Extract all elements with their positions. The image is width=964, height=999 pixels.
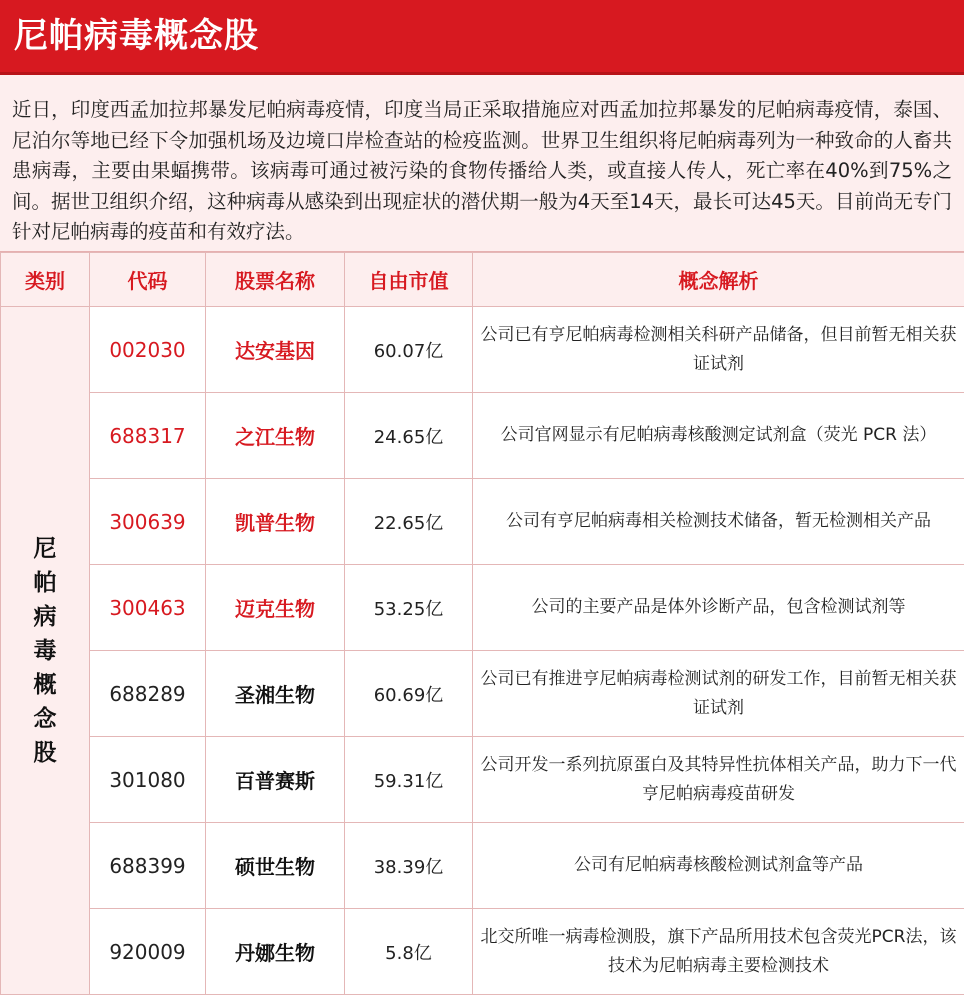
- market-cap: 22.65亿: [345, 479, 473, 565]
- stock-code: 688399: [90, 823, 206, 909]
- title-banner: [0, 0, 964, 74]
- stock-name: 百普赛斯: [206, 737, 345, 823]
- stock-name: 凯普生物: [206, 479, 345, 565]
- concept-description: 公司的主要产品是体外诊断产品，包含检测试剂等: [473, 565, 964, 651]
- stock-name: 达安基因: [206, 307, 345, 393]
- table-row: [1, 737, 964, 823]
- header-stock-name: 股票名称: [206, 253, 345, 307]
- concept-description: 公司已有推进亨尼帕病毒检测试剂的研发工作，目前暂无相关获证试剂: [473, 651, 964, 737]
- stock-code: 300639: [90, 479, 206, 565]
- table-row: [1, 823, 964, 909]
- market-cap: 53.25亿: [345, 565, 473, 651]
- market-cap: 60.69亿: [345, 651, 473, 737]
- stock-code: 002030: [90, 307, 206, 393]
- market-cap: 24.65亿: [345, 393, 473, 479]
- market-cap: 60.07亿: [345, 307, 473, 393]
- stock-name: 之江生物: [206, 393, 345, 479]
- category-cell: [1, 307, 90, 995]
- concept-description: 公司有尼帕病毒核酸检测试剂盒等产品: [473, 823, 964, 909]
- stock-code: 300463: [90, 565, 206, 651]
- concept-description: 公司开发一系列抗原蛋白及其特异性抗体相关产品，助力下一代亨尼帕病毒疫苗研发: [473, 737, 964, 823]
- stock-code: 301080: [90, 737, 206, 823]
- table-row: [1, 479, 964, 565]
- table-header-row: [1, 253, 964, 307]
- stock-name: 迈克生物: [206, 565, 345, 651]
- stock-name: 圣湘生物: [206, 651, 345, 737]
- header-code: 代码: [90, 253, 206, 307]
- header-market-cap: 自由市值: [345, 253, 473, 307]
- market-cap: 59.31亿: [345, 737, 473, 823]
- market-cap: 5.8亿: [345, 909, 473, 995]
- table-row: [1, 565, 964, 651]
- concept-description: 公司已有亨尼帕病毒检测相关科研产品储备，但目前暂无相关获证试剂: [473, 307, 964, 393]
- stock-code: 688317: [90, 393, 206, 479]
- stock-code: 688289: [90, 651, 206, 737]
- concept-description: 北交所唯一病毒检测股，旗下产品所用技术包含荧光PCR法，该技术为尼帕病毒主要检测技术: [473, 909, 964, 995]
- intro-text: 近日，印度西孟加拉邦暴发尼帕病毒疫情，印度当局正采取措施应对西孟加拉邦暴发的尼帕病毒疫情，泰国、尼泊尔等地已经下令加强机场及边境口岸检查站的检疫监测。世界卫生组织将尼帕病毒列为一种致命的人畜共患病毒，主要由果蝠携带。该病毒可通过被污染的食物传播给人类，或直接人传人，死亡率在40%到75%之间。据世卫组织介绍，这种病毒从感染到出现症状的潜伏期一般为4天至14天，最长可达45天。目前尚无专门针对尼帕病毒的疫苗和有效疗法。: [12, 98, 952, 243]
- header-concept-analysis: 概念解析: [473, 253, 964, 307]
- stock-name: 丹娜生物: [206, 909, 345, 995]
- table-row: [1, 393, 964, 479]
- concept-description: 公司官网显示有尼帕病毒核酸测定试剂盒（荧光 PCR 法）: [473, 393, 964, 479]
- table-row: [1, 307, 964, 393]
- table-row: [1, 651, 964, 737]
- intro-panel: [0, 75, 964, 252]
- stock-table: [0, 252, 964, 995]
- stock-code: 920009: [90, 909, 206, 995]
- category-label: 尼帕病毒概念股: [33, 535, 57, 766]
- table-row: [1, 909, 964, 995]
- stock-name: 硕世生物: [206, 823, 345, 909]
- concept-description: 公司有亨尼帕病毒相关检测技术储备，暂无检测相关产品: [473, 479, 964, 565]
- page-title: 尼帕病毒概念股: [14, 16, 259, 56]
- market-cap: 38.39亿: [345, 823, 473, 909]
- header-category: 类别: [1, 253, 90, 307]
